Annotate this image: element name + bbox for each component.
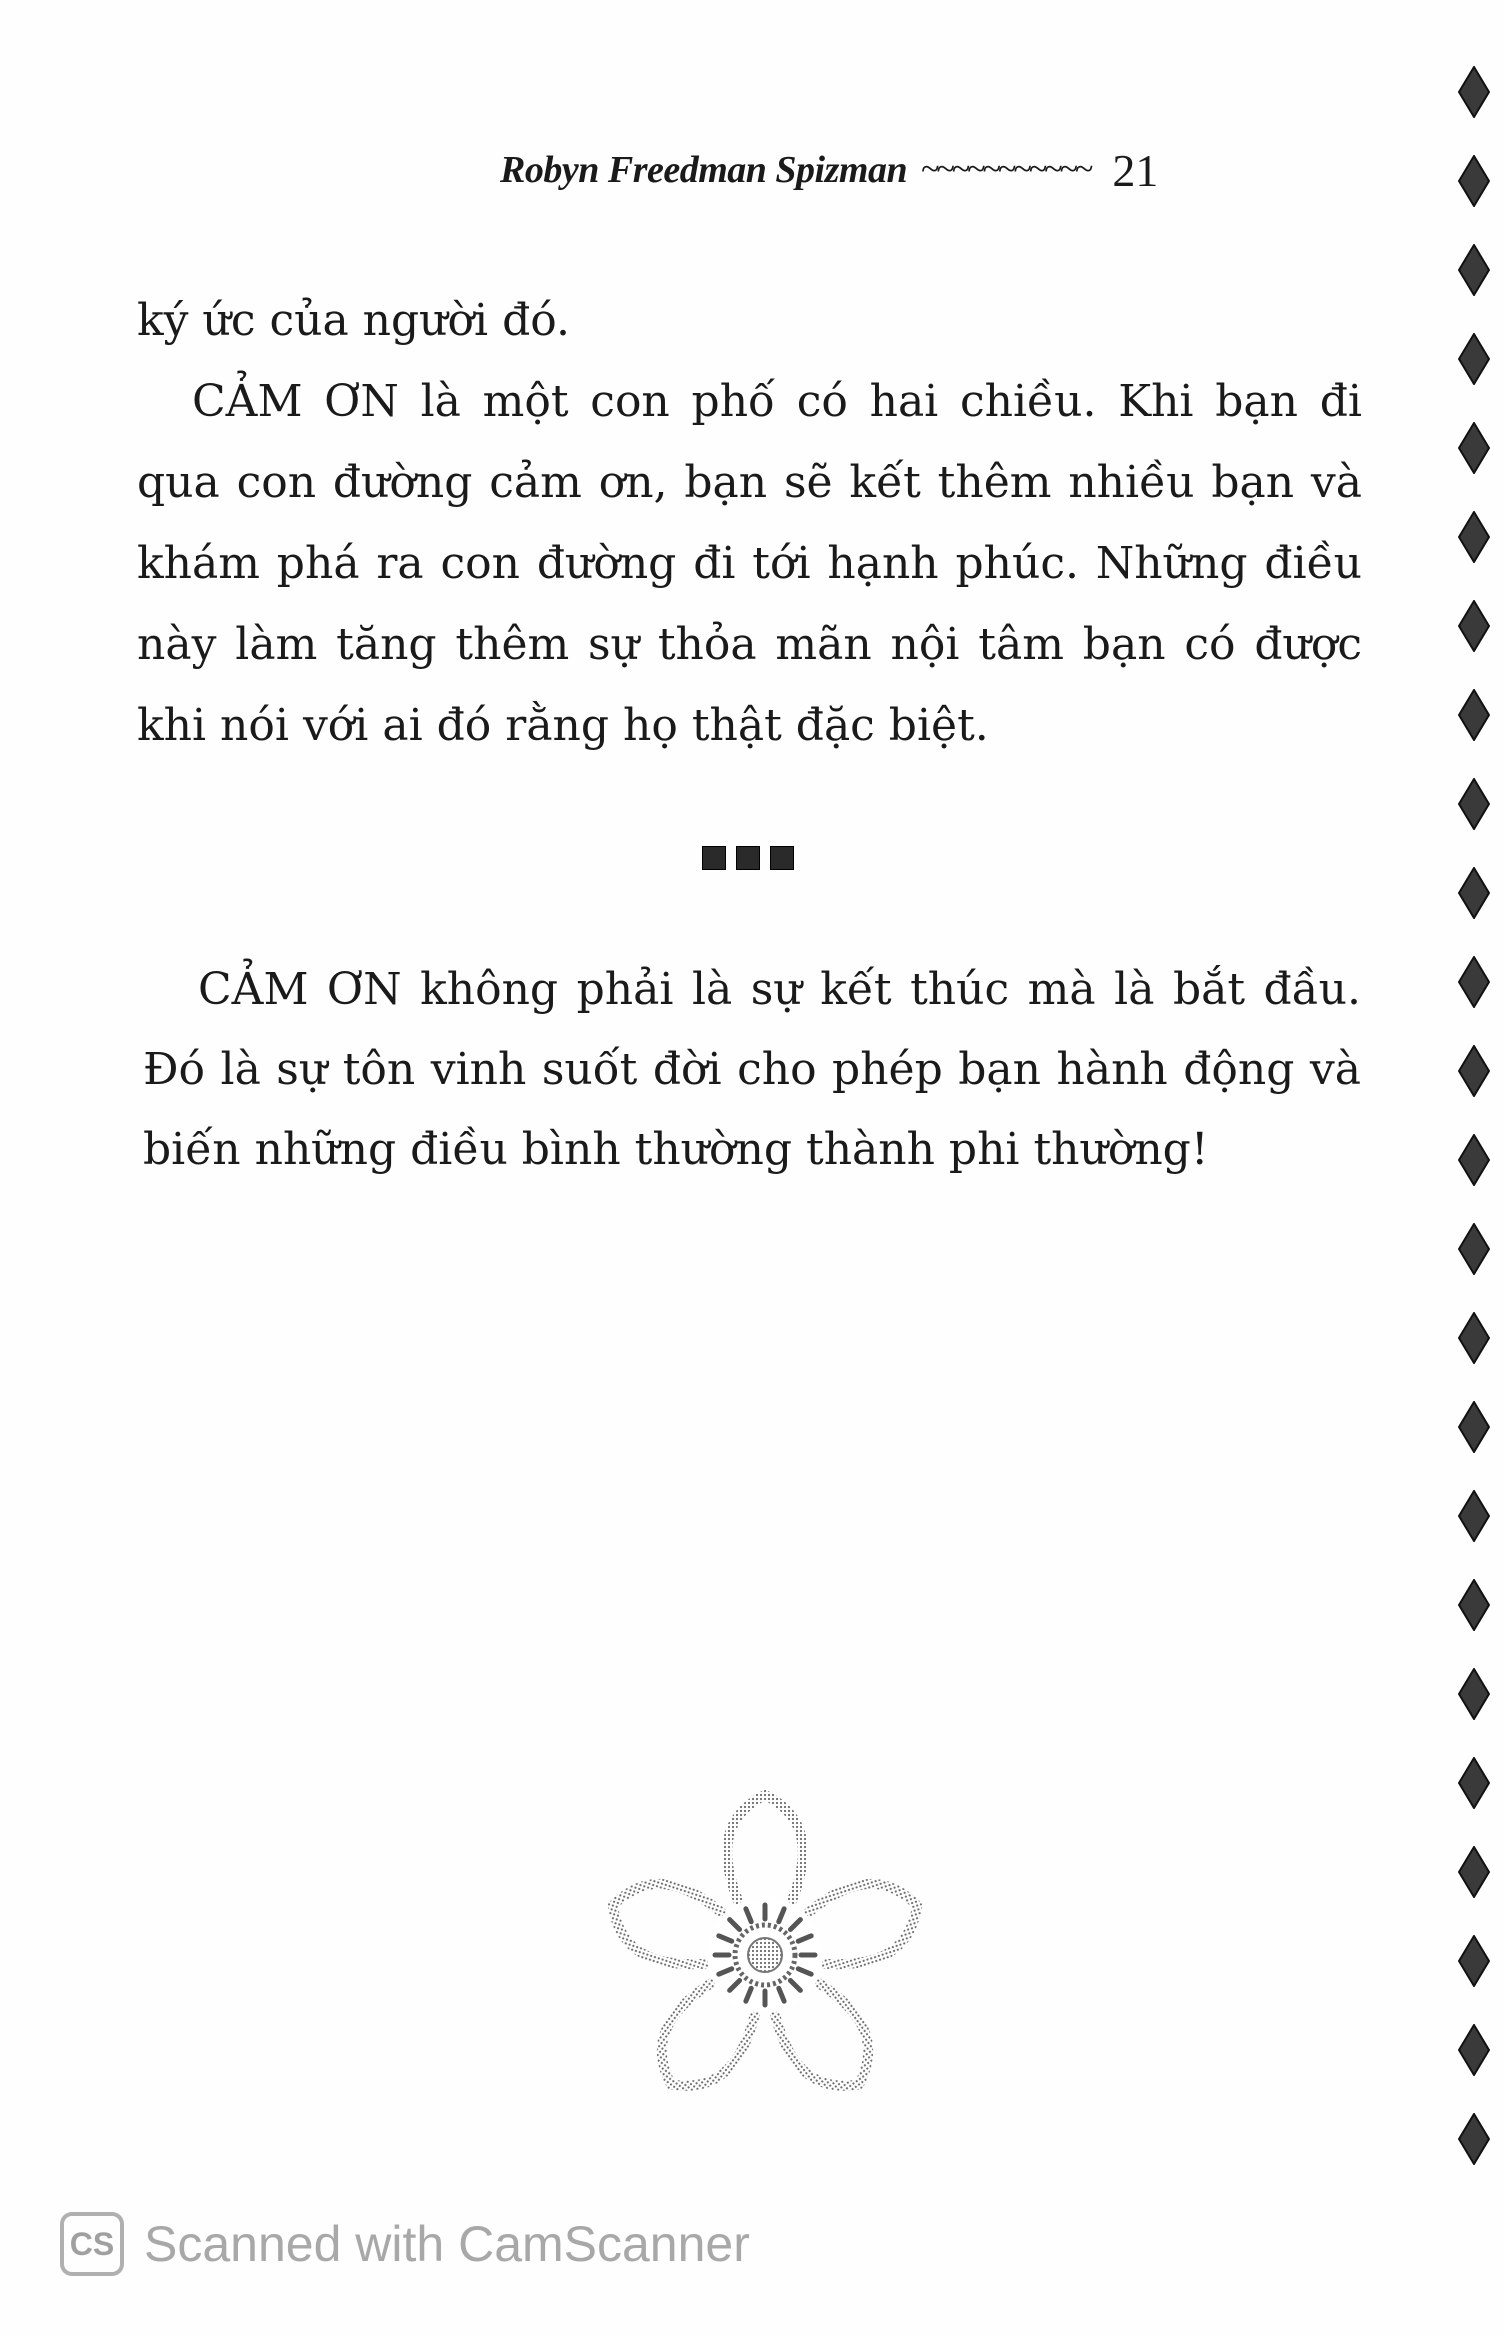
diamond-icon <box>1458 66 1490 118</box>
diamond-icon <box>1458 155 1490 207</box>
diamond-icon <box>1458 511 1490 563</box>
diamond-icon <box>1458 1668 1490 1720</box>
separator-square <box>736 846 760 870</box>
diamond-icon <box>1458 867 1490 919</box>
diamond-border-icon <box>1452 66 1496 2206</box>
paragraph-block-1 <box>137 280 1362 766</box>
diamond-icon <box>1458 1134 1490 1186</box>
camscanner-watermark <box>60 2212 750 2276</box>
three-square-separator-icon <box>702 846 794 870</box>
diamond-icon <box>1458 1401 1490 1453</box>
diamond-icon <box>1458 778 1490 830</box>
diamond-icon <box>1458 422 1490 474</box>
diamond-icon <box>1458 689 1490 741</box>
diamond-icon <box>1458 1490 1490 1542</box>
page-number: 21 <box>1112 144 1159 196</box>
diamond-icon <box>1458 2024 1490 2076</box>
diamond-icon <box>1458 2113 1490 2165</box>
watermark-text: Scanned with CamScanner <box>144 2216 750 2272</box>
paragraph-continuation: ký ức của người đó. <box>137 295 570 346</box>
diamond-icon <box>1458 956 1490 1008</box>
separator-square <box>770 846 794 870</box>
diamond-icon <box>1458 1312 1490 1364</box>
diamond-icon <box>1458 600 1490 652</box>
paragraph-2: CẢM ƠN không phải là sự kết thúc mà là bắt đầu. Đó là sự tôn vinh suốt đời cho phép bạn hành động và biến những điều bình thường thành phi thường! <box>143 964 1361 1175</box>
separator-square <box>702 846 726 870</box>
camscanner-logo: CS <box>60 2212 124 2276</box>
diamond-icon <box>1458 1935 1490 1987</box>
paragraph-1: CẢM ƠN là một con phố có hai chiều. Khi bạn đi qua con đường cảm ơn, bạn sẽ kết thêm nhiều bạn và khám phá ra con đường đi tới hạnh phúc. Những điều này làm tăng thêm sự thỏa mãn nội tâm bạn có được khi nói với ai đó rằng họ thật đặc biệt. <box>137 376 1362 751</box>
flower-ornament-icon <box>575 1765 955 2145</box>
header-author: Robyn Freedman Spizman <box>500 149 908 191</box>
diamond-icon <box>1458 333 1490 385</box>
running-header <box>500 140 1320 200</box>
diamond-icon <box>1458 1223 1490 1275</box>
diamond-icon <box>1458 1846 1490 1898</box>
header-tilde-rule: ~~~~~~~~~~~ <box>921 151 1091 188</box>
diamond-icon <box>1458 1579 1490 1631</box>
diamond-icon <box>1458 1757 1490 1809</box>
diamond-icon <box>1458 244 1490 296</box>
diamond-icon <box>1458 1045 1490 1097</box>
